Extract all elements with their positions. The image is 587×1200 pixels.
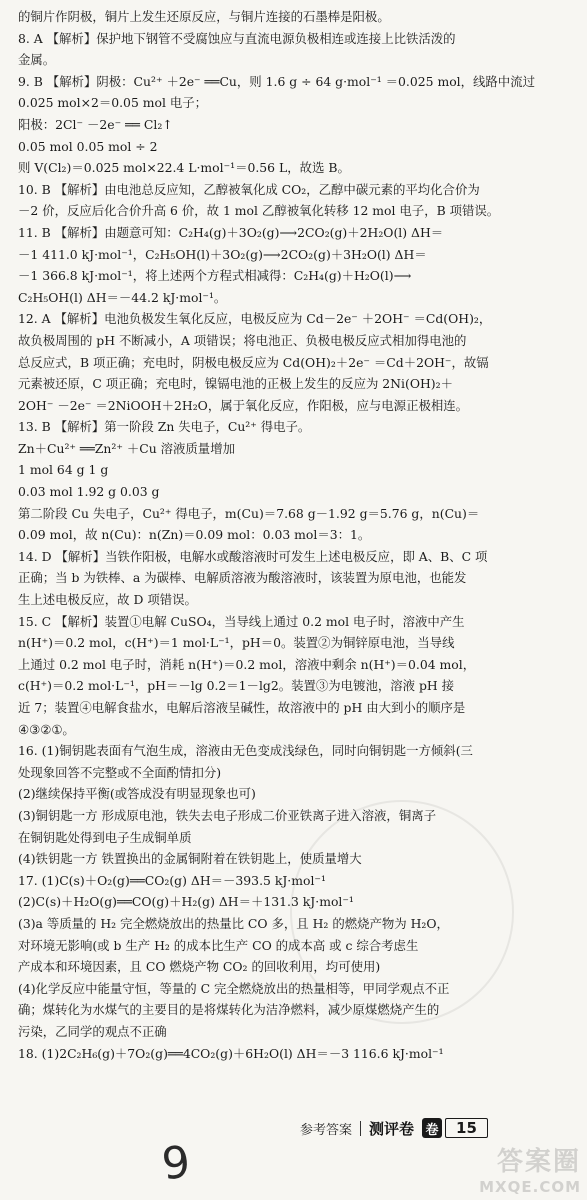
text-line: n(H⁺)＝0.2 mol，c(H⁺)＝1 mol·L⁻¹，pH＝0。装置②为铜锌原电池，当导线: [18, 635, 455, 651]
text-line: 8. A 【解析】保护地下钢管不受腐蚀应与直流电源负极相连或连接上比铁活泼的: [18, 30, 456, 46]
text-line: (2)继续保持平衡(或答成没有明显现象也可): [18, 786, 256, 802]
watermark-logo-text: 答案圈: [496, 1147, 581, 1177]
text-line: 阳极：2Cl⁻ －2e⁻ ══ Cl₂↑: [18, 116, 173, 132]
page-number: 15: [445, 1118, 488, 1138]
text-line: 确；煤转化为水煤气的主要目的是将煤转化为洁净燃料，减少原煤燃烧产生的: [18, 1002, 440, 1018]
text-line: －1 366.8 kJ·mol⁻¹，将上述两个方程式相减得：C₂H₄(g)＋H₂O(l)⟶: [18, 268, 412, 284]
footer-label: 参考答案: [300, 1122, 353, 1138]
text-line: Zn＋Cu²⁺ ══Zn²⁺ ＋Cu 溶液质量增加: [18, 440, 235, 456]
handwritten-mark: 9: [159, 1136, 193, 1191]
text-line: c(H⁺)＝0.2 mol·L⁻¹，pH＝－lg 0.2＝1－lg2。装置③为电镀池，溶液 pH 接: [18, 678, 455, 694]
text-line: 则 V(Cl₂)＝0.025 mol×22.4 L·mol⁻¹＝0.56 L，故选 B。: [18, 160, 350, 176]
text-line: 总反应式，B 项正确；充电时，阴极电极反应为 Cd(OH)₂＋2e⁻ ＝Cd＋2OH⁻，故镉: [18, 354, 489, 370]
text-line: 在铜钥匙处得到电子生成铜单质: [18, 829, 192, 845]
text-line: 第二阶段 Cu 失电子，Cu²⁺ 得电子，m(Cu)＝7.68 g－1.92 g＝5.76 g，n(Cu)＝: [18, 505, 480, 521]
text-line: 0.025 mol×2＝0.05 mol 电子；: [18, 95, 208, 111]
text-line: 0.09 mol，故 n(Cu)：n(Zn)＝0.09 mol：0.03 mol＝3：1。: [18, 527, 371, 543]
answer-text-body: [18, 6, 578, 1064]
text-line: (2)C(s)＋H₂O(g)══CO(g)＋H₂(g) ΔH＝＋131.3 kJ·mol⁻¹: [18, 894, 354, 910]
text-line: 12. A 【解析】电池负极发生氧化反应，电极反应为 Cd－2e⁻ ＋2OH⁻ ＝Cd(OH)₂，: [18, 311, 492, 327]
text-line: 对环境无影响(或 b 生产 H₂ 的成本比生产 CO 的成本高 或 c 综合考虑生: [18, 937, 419, 953]
text-line: 14. D 【解析】当铁作阳极，电解水或酸溶液时可发生上述电极反应，即 A、B、C 项: [18, 548, 488, 564]
text-line: 1 mol 64 g 1 g: [18, 462, 109, 478]
text-line: 9. B 【解析】阴极：Cu²⁺ ＋2e⁻ ══Cu，则 1.6 g ÷ 64 g·mol⁻¹ ＝0.025 mol，线路中流过: [18, 73, 535, 89]
text-line: 生上述电极反应，故 D 项错误。: [18, 592, 197, 608]
text-line: 17. (1)C(s)＋O₂(g)══CO₂(g) ΔH＝－393.5 kJ·mol⁻¹: [18, 872, 326, 888]
text-line: (4)铁钥匙一方 铁置换出的金属铜附着在铁钥匙上，使质量增大: [18, 851, 362, 867]
text-line: －2 价，反应后化合价升高 6 价，故 1 mol 乙醇被氧化转移 12 mol 电子，B 项错误。: [18, 203, 500, 219]
page-number-badge: [422, 1118, 488, 1138]
text-line: 0.05 mol 0.05 mol ÷ 2: [18, 138, 158, 154]
watermark: [479, 1141, 581, 1196]
text-line: 金属。: [18, 52, 56, 68]
text-line: 近 7；装置④电解食盐水，电解后溶液呈碱性，故溶液中的 pH 由大到小的顺序是: [18, 700, 466, 715]
footer-separator: [360, 1121, 361, 1136]
text-line: 16. (1)铜钥匙表面有气泡生成，溶液由无色变成浅绿色，同时向铜钥匙一方倾斜(三: [18, 743, 473, 759]
text-line: 污染，乙同学的观点不正确: [18, 1023, 167, 1039]
text-line: ④③②①。: [18, 721, 75, 737]
text-line: 11. B 【解析】由题意可知：C₂H₄(g)＋3O₂(g)⟶2CO₂(g)＋2H₂O(l) ΔH＝: [18, 224, 444, 240]
text-line: －1 411.0 kJ·mol⁻¹，C₂H₅OH(l)＋3O₂(g)⟶2CO₂(g)＋3H₂O(l) ΔH＝: [18, 246, 427, 262]
text-line: 的铜片作阴极，铜片上发生还原反应，与铜片连接的石墨棒是阳极。: [18, 9, 390, 24]
text-line: 处现象回答不完整或不全面酌情扣分): [18, 764, 222, 780]
text-line: 正确；当 b 为铁棒、a 为碳棒、电解质溶液为酸溶液时，该装置为原电池，也能发: [18, 570, 467, 586]
text-line: C₂H₅OH(l) ΔH＝－44.2 kJ·mol⁻¹。: [18, 289, 227, 305]
text-line: 18. (1)2C₂H₆(g)＋7O₂(g)══4CO₂(g)＋6H₂O(l) ΔH＝－3 116.6 kJ·mol⁻¹: [18, 1045, 444, 1061]
volume-icon: 卷: [422, 1118, 442, 1138]
text-line: 上通过 0.2 mol 电子时，消耗 n(H⁺)＝0.2 mol，溶液中剩余 n(H⁺)＝0.04 mol，: [18, 656, 476, 672]
text-line: 故负极周围的 pH 不断减小，A 项错误；将电池正、负极电极反应式相加得电池的: [18, 332, 467, 348]
text-line: 2OH⁻ －2e⁻ ＝2NiOOH＋2H₂O，属于氧化反应，作阳极，应与电源正极相连。: [18, 397, 469, 413]
text-line: 15. C 【解析】装置①电解 CuSO₄，当导线上通过 0.2 mol 电子时，溶液中产生: [18, 613, 465, 629]
footer-section: 测评卷: [369, 1119, 415, 1138]
text-line: 0.03 mol 1.92 g 0.03 g: [18, 484, 160, 500]
text-line: (4)化学反应中能量守恒，等量的 C 完全燃烧放出的热量相等，甲同学观点不正: [18, 980, 450, 996]
text-line: 13. B 【解析】第一阶段 Zn 失电子，Cu²⁺ 得电子。: [18, 419, 311, 435]
watermark-url: MXQE.COM: [479, 1178, 581, 1196]
page-footer: [300, 1115, 570, 1141]
text-line: (3)铜钥匙一方 形成原电池，铁失去电子形成二价亚铁离子进入溶液，铜离子: [18, 807, 436, 823]
text-line: 10. B 【解析】由电池总反应知，乙醇被氧化成 CO₂，乙醇中碳元素的平均化合价为: [18, 181, 480, 197]
text-line: (3)a 等质量的 H₂ 完全燃烧放出的热量比 CO 多，且 H₂ 的燃烧产物为 H₂O，: [18, 915, 449, 931]
text-line: 产成本和环境因素，且 CO 燃烧产物 CO₂ 的回收利用，均可使用): [18, 959, 381, 975]
text-line: 元素被还原，C 项正确；充电时，镍镉电池的正极上发生的反应为 2Ni(OH)₂＋: [18, 376, 453, 392]
